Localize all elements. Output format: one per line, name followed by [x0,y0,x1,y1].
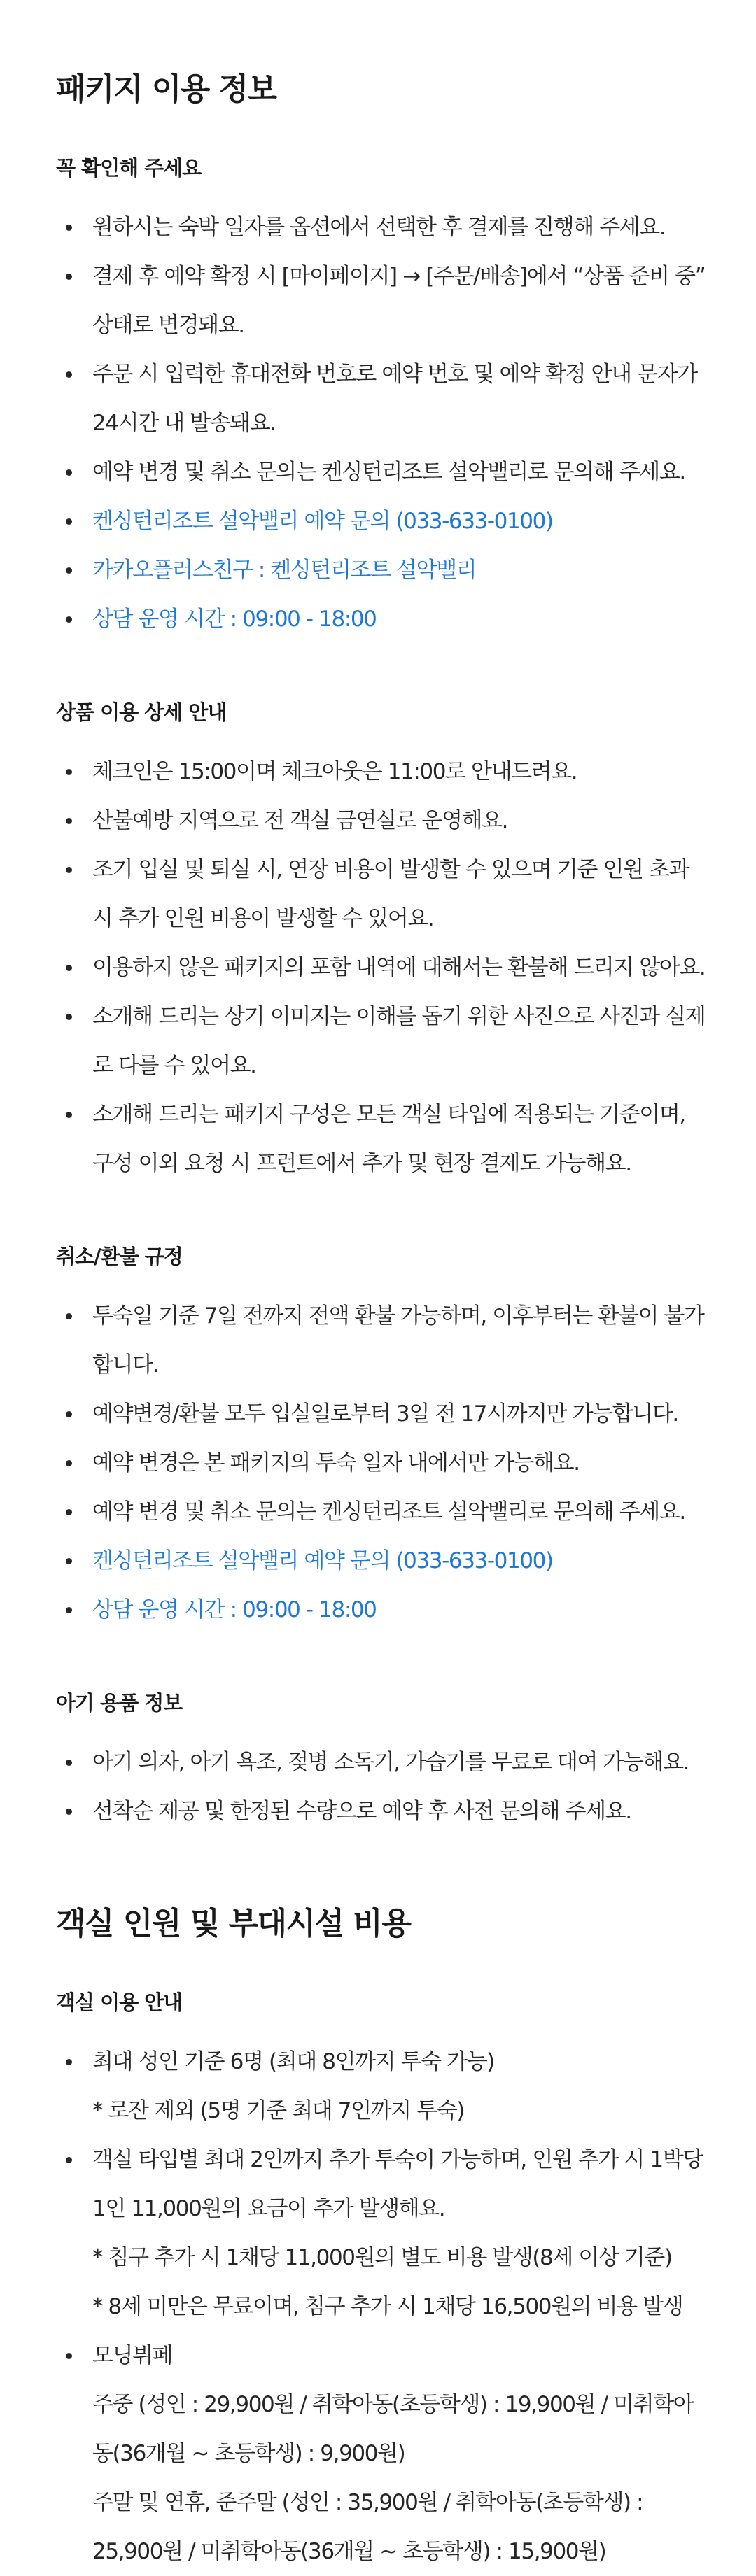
list-item: 조기 입실 및 퇴실 시, 연장 비용이 발생할 수 있으며 기준 인원 초과 시 추가 인원 비용이 발생할 수 있어요. [56,845,707,943]
reservation-phone-link[interactable]: 켄싱턴리조트 설악밸리 예약 문의 (033-633-0100) [56,497,707,546]
list-item: 소개해 드리는 상기 이미지는 이해를 돕기 위한 사진으로 사진과 실제로 다를 수 있어요. [56,992,707,1090]
list-item-note: 주중 (성인 : 29,900원 / 취학아동(초등학생) : 19,900원 / 미취학아동(36개월 ~ 초등학생) : 9,900원) [92,2392,694,2466]
list-item: 소개해 드리는 패키지 구성은 모든 객실 타입에 적용되는 기준이며, 구성 이외 요청 시 프런트에서 추가 및 현장 결제도 가능해요. [56,1090,707,1188]
list-item: 산불예방 지역으로 전 객실 금연실로 운영해요. [56,796,707,845]
list-item: 주문 시 입력한 휴대전화 번호로 예약 번호 및 예약 확정 안내 문자가 24시간 내 발송돼요. [56,350,707,448]
list-item: 예약 변경 및 취소 문의는 켄싱턴리조트 설악밸리로 문의해 주세요. [56,448,707,497]
baby-list [56,1738,707,1836]
list-item: 예약변경/환불 모두 입실일로부터 3일 전 17시까지만 가능합니다. [56,1389,707,1438]
list-item: 이용하지 않은 패키지의 포함 내역에 대해서는 환불해 드리지 않아요. [56,943,707,992]
list-item: 예약 변경은 본 패키지의 투숙 일자 내에서만 가능해요. [56,1438,707,1487]
refund-list [56,1291,707,1634]
list-item: 선착순 제공 및 한정된 수량으로 예약 후 사전 문의해 주세요. [56,1787,707,1836]
list-item: 예약 변경 및 취소 문의는 켄싱턴리조트 설악밸리로 문의해 주세요. [56,1487,707,1536]
list-item-note: * 8세 미만은 무료이며, 침구 추가 시 1채당 16,500원의 비용 발생 [92,2294,683,2319]
confirm-list [56,203,707,644]
list-item: 원하시는 숙박 일자를 옵션에서 선택한 후 결제를 진행해 주세요. [56,203,707,252]
refund-section-title: 취소/환불 규정 [56,1245,183,1268]
list-item-text: 모닝뷔페 [92,2343,173,2368]
list-item-text: 최대 성인 기준 6명 (최대 8인까지 투숙 가능) [92,2049,494,2074]
confirm-section-title: 꼭 확인해 주세요 [56,156,202,180]
detail-list [56,747,707,1188]
list-item-text: 객실 타입별 최대 2인까지 추가 투숙이 가능하며, 인원 추가 시 1박당 1인 11,000원의 요금이 추가 발생해요. [92,2147,703,2221]
consult-hours-link[interactable]: 상담 운영 시간 : 09:00 - 18:00 [56,1585,707,1634]
baby-section-title: 아기 용품 정보 [56,1691,183,1715]
list-item [56,2135,707,2331]
room-info-title: 객실 인원 및 부대시설 비용 [56,1906,411,1941]
list-item: 투숙일 기준 7일 전까지 전액 환불 가능하며, 이후부터는 환불이 불가합니다. [56,1291,707,1389]
room-guide-title: 객실 이용 안내 [56,1990,183,2014]
room-guide-list [56,2037,707,2576]
list-item [56,2037,707,2135]
list-item-note: * 로잔 제외 (5명 기준 최대 7인까지 투숙) [92,2098,464,2123]
kakao-plus-friend-link[interactable]: 카카오플러스친구 : 켄싱턴리조트 설악밸리 [56,546,707,595]
package-info-title: 패키지 이용 정보 [56,71,276,107]
list-item: 체크인은 15:00이며 체크아웃은 11:00로 안내드려요. [56,747,707,796]
list-item: 결제 후 예약 확정 시 [마이페이지] → [주문/배송]에서 “상품 준비 중” 상태로 변경돼요. [56,252,707,350]
consult-hours-link[interactable]: 상담 운영 시간 : 09:00 - 18:00 [56,595,707,644]
list-item: 아기 의자, 아기 욕조, 젖병 소독기, 가습기를 무료로 대여 가능해요. [56,1738,707,1787]
detail-section-title: 상품 이용 상세 안내 [56,700,227,724]
list-item-note: * 침구 추가 시 1채당 11,000원의 별도 비용 발생(8세 이상 기준) [92,2245,672,2270]
list-item [56,2331,707,2576]
list-item-note: 주말 및 연휴, 준주말 (성인 : 35,900원 / 취학아동(초등학생) : 25,900원 / 미취학아동(36개월 ~ 초등학생) : 15,900원) [92,2490,643,2564]
reservation-phone-link[interactable]: 켄싱턴리조트 설악밸리 예약 문의 (033-633-0100) [56,1536,707,1585]
